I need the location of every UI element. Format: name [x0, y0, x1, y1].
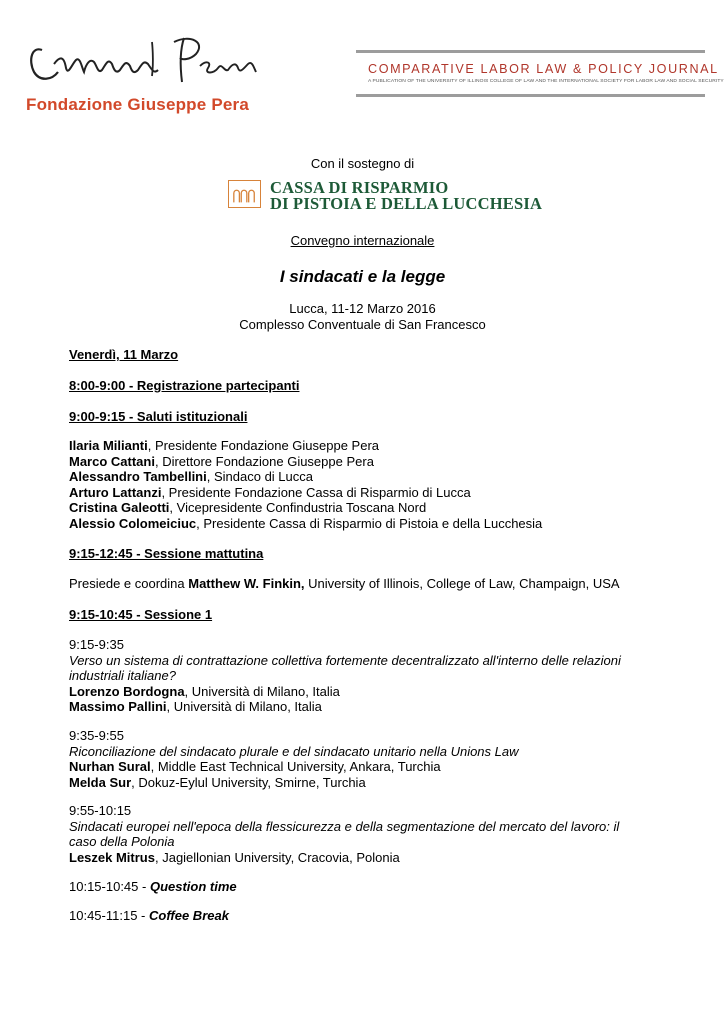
- author-affiliation: , Jagiellonian University, Cracovia, Polonia: [154, 849, 400, 865]
- speaker-role: , Vicepresidente Confindustria Toscana Nord: [169, 500, 427, 515]
- coffee-break-label: Coffee Break: [148, 908, 229, 923]
- signature-logo: [24, 20, 269, 100]
- sponsor-intro: Con il sostegno di: [310, 156, 415, 171]
- speaker-row: [69, 516, 689, 532]
- author-affiliation: , Università di Milano, Italia: [166, 699, 322, 714]
- journal-title: COMPARATIVE LABOR LAW & POLICY JOURNAL: [368, 62, 719, 76]
- day-heading: Venerdì, 11 Marzo: [69, 347, 179, 362]
- question-time-label: Question time: [149, 879, 237, 894]
- author-name: Massimo Pallini: [69, 699, 167, 714]
- speaker-name: Cristina Galeotti: [69, 500, 170, 515]
- talk-time: 9:55-10:15: [69, 803, 132, 818]
- talk-author: [69, 759, 689, 775]
- speaker-role: , Presidente Cassa di Risparmio di Pistoia e della Lucchesia: [196, 515, 543, 531]
- greetings-slot: 9:00-9:15 - Saluti istituzionali: [69, 409, 248, 424]
- question-time-range: 10:15-10:45 -: [69, 879, 150, 894]
- speaker-name: Arturo Lattanzi: [69, 484, 162, 500]
- talk-title: industriali italiane?: [69, 668, 176, 683]
- speaker-role: , Presidente Fondazione Cassa di Risparmio di Lucca: [161, 484, 471, 500]
- speaker-row: [69, 485, 689, 501]
- speaker-role: , Presidente Fondazione Giuseppe Pera: [147, 438, 380, 453]
- speaker-name: Marco Cattani: [69, 453, 155, 469]
- talk-time: 9:35-9:55: [69, 728, 124, 743]
- speaker-row: [69, 454, 689, 470]
- author-affiliation: , Dokuz-Eylul University, Smirne, Turchia: [131, 774, 366, 790]
- talk-title: caso della Polonia: [69, 834, 175, 849]
- session1-heading: 9:15-10:45 - Sessione 1: [69, 607, 213, 622]
- talk-title: Sindacati europei nell'epoca della flessicurezza e della segmentazione del mercato del lavoro: il: [69, 818, 620, 834]
- speaker-name: Ilaria Milianti: [69, 438, 148, 453]
- coffee-break-range: 10:45-11:15 -: [69, 908, 149, 923]
- speaker-name: Alessio Colomeiciuc: [69, 515, 197, 531]
- talk-block: [69, 803, 689, 865]
- talk-block: [69, 728, 689, 790]
- sponsor-name-line1: CASSA DI RISPARMIO: [270, 178, 449, 197]
- event-kind: Convegno internazionale: [290, 233, 435, 248]
- chair-affiliation: University of Illinois, College of Law, Champaign, USA: [304, 576, 620, 591]
- author-affiliation: , Middle East Technical University, Ankara, Turchia: [150, 759, 441, 774]
- author-name: Nurhan Sural: [69, 759, 151, 774]
- author-name: Leszek Mitrus: [69, 849, 155, 865]
- chair-line: [69, 576, 689, 592]
- bank-arches-icon: [228, 180, 261, 208]
- journal-bottom-rule: [356, 94, 705, 97]
- morning-session-heading: 9:15-12:45 - Sessione mattutina: [69, 546, 264, 561]
- talk-author: [69, 775, 689, 791]
- journal-top-rule: [356, 50, 705, 53]
- talk-title: Verso un sistema di contrattazione collettiva fortemente decentralizzato all'interno delle relazioni: [69, 652, 621, 668]
- event-date-place: Lucca, 11-12 Marzo 2016: [289, 301, 436, 316]
- talk-time: 9:15-9:35: [69, 637, 124, 652]
- speaker-row: [69, 469, 689, 485]
- sponsor-logo: [228, 178, 543, 214]
- question-time-slot: [69, 879, 689, 895]
- author-name: Lorenzo Bordogna: [69, 683, 185, 699]
- talk-author: [69, 850, 689, 866]
- coffee-break-slot: [69, 908, 689, 924]
- chair-prefix: Presiede e coordina: [69, 576, 189, 591]
- speaker-row: [69, 500, 689, 516]
- speaker-role: , Direttore Fondazione Giuseppe Pera: [154, 453, 374, 469]
- speakers-list: [69, 438, 689, 531]
- foundation-name: Fondazione Giuseppe Pera: [26, 95, 250, 114]
- sponsor-name-line2: DI PISTOIA E DELLA LUCCHESIA: [270, 194, 543, 213]
- talk-author: [69, 699, 689, 715]
- registration-slot: 8:00-9:00 - Registrazione partecipanti: [69, 378, 300, 393]
- author-name: Melda Sur: [69, 774, 132, 790]
- speaker-role: , Sindaco di Lucca: [206, 469, 313, 484]
- speaker-row: [69, 438, 689, 454]
- talk-title: Riconciliazione del sindacato plurale e del sindacato unitario nella Unions Law: [69, 743, 519, 759]
- event-title: I sindacati e la legge: [279, 267, 446, 286]
- journal-subtitle: A PUBLICATION OF THE UNIVERSITY OF ILLINOIS COLLEGE OF LAW AND THE INTERNATIONAL SOCIETY FOR LABOR LAW AND SOCIAL SECURITY: [368, 79, 724, 84]
- speaker-name: Alessandro Tambellini: [69, 469, 207, 484]
- chair-name: Matthew W. Finkin,: [188, 576, 305, 591]
- talk-author: [69, 684, 689, 700]
- author-affiliation: , Università di Milano, Italia: [184, 683, 340, 699]
- event-venue: Complesso Conventuale di San Francesco: [239, 317, 486, 332]
- talk-block: [69, 637, 689, 715]
